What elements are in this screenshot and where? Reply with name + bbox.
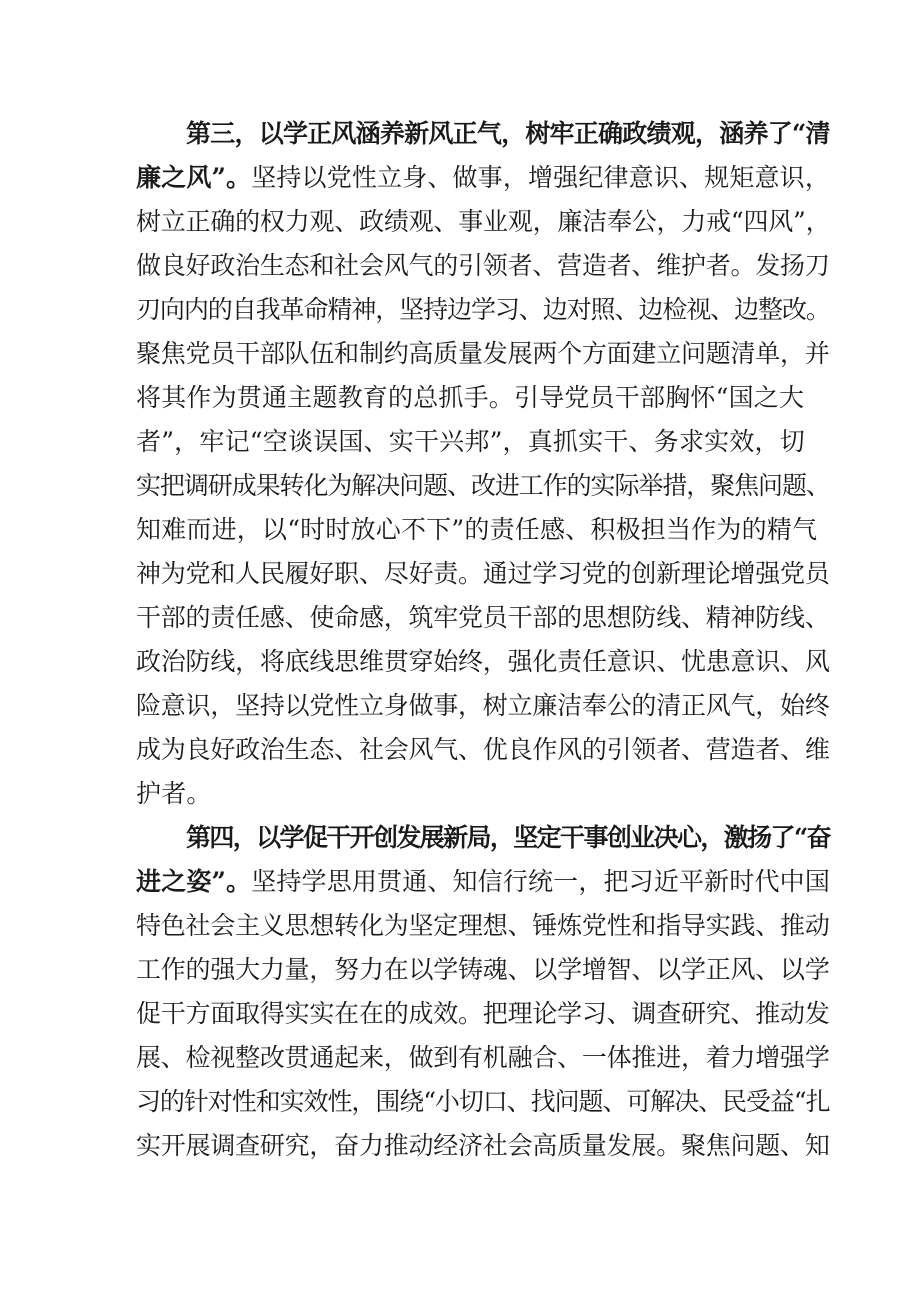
paragraph-3-line-3: 树立正确的权力观、政绩观、事业观，廉洁奉公，力戒“四风”， (136, 207, 831, 236)
paragraph-3-line-2-bold: 廉之风”。 (136, 163, 252, 192)
paragraph-4-line-1: 第四，以学促干开创发展新局，坚定干事创业决心，激扬了“奋 (186, 823, 830, 852)
paragraph-4-line-6: 展、检视整改贯通起来，做到有机融合、一体推进，着力增强学 (136, 1043, 830, 1072)
paragraph-4-line-3: 特色社会主义思想转化为坚定理想、锤炼党性和指导实践、推动 (136, 911, 830, 940)
paragraph-3-line-8: 者”，牢记“空谈误国、实干兴邦”，真抓实干、务求实效，切 (136, 427, 805, 456)
paragraph-3-line-5: 刃向内的自我革命精神，坚持边学习、边对照、边检视、边整改。 (136, 295, 830, 324)
paragraph-3-line-14: 险意识，坚持以党性立身做事，树立廉洁奉公的清正风气，始终 (136, 691, 830, 720)
paragraph-3-line-1: 第三，以学正风涵养新风正气，树牢正确政绩观，涵养了“清 (186, 119, 830, 148)
paragraph-3-line-9: 实把调研成果转化为解决问题、改进工作的实际举措，聚焦问题、 (136, 471, 830, 500)
paragraph-4-line-8: 实开展调查研究，奋力推动经济社会高质量发展。聚焦问题、知 (136, 1131, 830, 1160)
paragraph-3-line-12: 干部的责任感、使命感，筑牢党员干部的思想防线、精神防线、 (136, 603, 830, 632)
paragraph-4-line-2-bold: 进之姿”。 (136, 867, 252, 896)
paragraph-3-line-6: 聚焦党员干部队伍和制约高质量发展两个方面建立问题清单，并 (136, 339, 830, 368)
paragraph-3-line-16: 护者。 (136, 779, 212, 808)
paragraph-3-line-4: 做良好政治生态和社会风气的引领者、营造者、维护者。发扬刀 (136, 251, 830, 280)
paragraph-3-line-13: 政治防线，将底线思维贯穿始终，强化责任意识、忧患意识、风 (136, 647, 830, 676)
paragraph-4-line-2 (136, 861, 830, 903)
paragraph-4-line-7: 习的针对性和实效性，围绕“小切口、找问题、可解决、民受益“扎 (136, 1087, 830, 1116)
paragraph-4-line-2-rest: 坚持学思用贯通、知信行统一，把习近平新时代中国 (251, 867, 830, 896)
paragraph-4-line-4: 工作的强大力量，努力在以学铸魂、以学增智、以学正风、以学 (136, 955, 830, 984)
paragraph-3-line-10: 知难而进，以“时时放心不下”的责任感、积极担当作为的精气 (136, 515, 818, 544)
paragraph-3-line-2 (136, 157, 830, 199)
paragraph-3-line-2-rest: 坚持以党性立身、做事，增强纪律意识、规矩意识， (251, 163, 830, 192)
paragraph-3-line-15: 成为良好政治生态、社会风气、优良作风的引领者、营造者、维 (136, 735, 830, 764)
paragraph-3-line-7: 将其作为贯通主题教育的总抓手。引导党员干部胸怀“国之大 (136, 383, 805, 412)
paragraph-4-line-5: 促干方面取得实实在在的成效。把理论学习、调查研究、推动发 (136, 999, 830, 1028)
paragraph-3-line-11: 神为党和人民履好职、尽好责。通过学习党的创新理论增强党员 (136, 559, 830, 588)
